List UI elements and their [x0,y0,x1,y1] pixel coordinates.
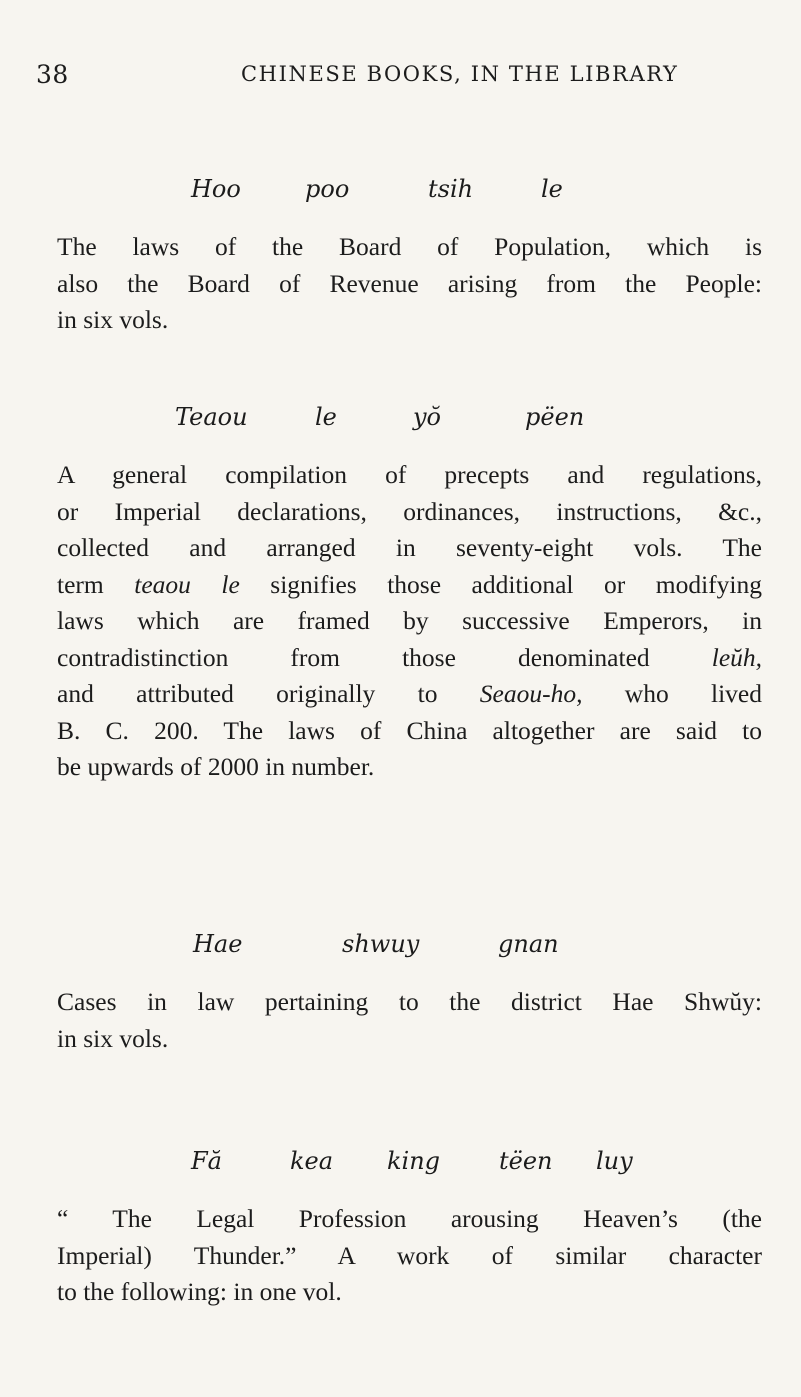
title-word: king [387,1147,441,1175]
term-leuh: leŭh, [711,642,763,672]
text-line: or Imperial declarations, ordinances, instructions, &c., [57,496,762,526]
book-entry [57,930,762,1057]
title-word: Hae [193,930,243,958]
text-line: B. C. 200. The laws of China altogether are said to [57,715,762,745]
entry-description [57,1201,762,1311]
text-line: term teaou le signifies those additional or modifying [57,569,762,599]
text-line: and attributed originally to Seaou-ho, who lived [57,679,762,708]
text-line: A general compilation of precepts and regulations, [57,460,762,489]
title-word: Hoo [191,175,241,203]
title-word: kea [290,1147,334,1175]
title-word: tëen [499,1147,553,1175]
title-word: Teaou [175,403,248,431]
text-line: contradistinction from those denominated leŭh, [57,642,763,672]
term-teaou-le: teaou le [134,569,240,599]
title-word: yŏ [413,403,442,431]
text-line: in six vols. [57,1023,169,1053]
title-word: Fă [191,1147,222,1175]
entry-description [57,984,762,1057]
title-word: shwuy [342,930,420,958]
text-line: Imperial) Thunder.” A work of similar character [57,1240,762,1270]
page-number: 38 [36,60,69,89]
title-word: poo [305,175,350,203]
text-line: The laws of the Board of Population, which is [57,232,762,261]
title-word: le [541,175,563,203]
title-word: tsih [428,175,474,203]
title-word: pëen [525,403,585,431]
title-word: luy [596,1147,633,1175]
text-line: to the following: in one vol. [57,1277,342,1306]
text-line: in six vols. [57,305,169,334]
page-header [36,60,776,100]
book-entry [57,403,762,786]
romanized-title [57,403,762,439]
title-word: le [315,403,337,431]
text-line: collected and arranged in seventy-eight vols. The [57,533,762,562]
text-line: be upwards of 2000 in number. [57,752,375,781]
text-line: Cases in law pertaining to the district Hae Shwŭy: [57,987,762,1016]
text-line: also the Board of Revenue arising from the People: [57,268,762,298]
book-entry [57,175,762,339]
text-line: “ The Legal Profession arousing Heaven’s (the [57,1204,762,1233]
book-entry [57,1147,762,1311]
entry-description [57,457,762,786]
romanized-title [57,175,762,211]
title-word: gnan [498,930,559,958]
running-title: CHINESE BOOKS, IN THE LIBRARY [241,62,679,86]
romanized-title [57,930,762,966]
text-line: laws which are framed by successive Emperors, in [57,606,762,635]
entry-description [57,229,762,339]
term-seaou-ho: Seaou-ho, [479,679,583,708]
romanized-title [57,1147,762,1183]
